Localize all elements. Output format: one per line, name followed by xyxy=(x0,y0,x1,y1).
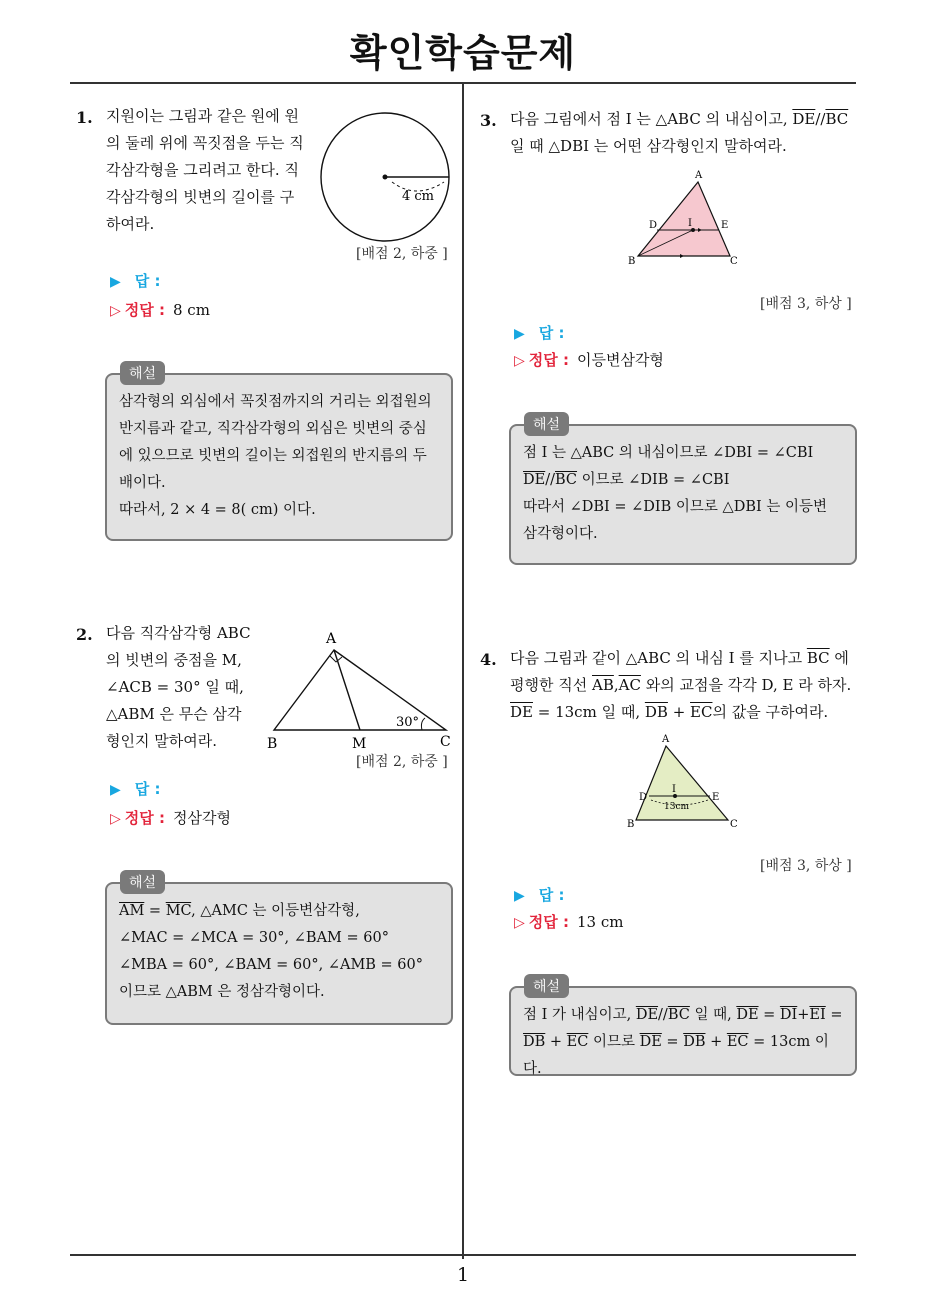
answer-row xyxy=(514,322,565,343)
question-line: 지원이는 그림과 같은 원에 원 xyxy=(106,107,299,125)
score-label: [배점 2, 하중 ] xyxy=(356,246,448,262)
question-line: $\overline{DE} = 13cm$ 일 때, $\overline{DB} + \overline{EC}$의 값을 구하여라. xyxy=(510,703,829,721)
correct-answer-row xyxy=(514,911,623,932)
vertex-e-label: E xyxy=(712,792,720,803)
vertex-d-label: D xyxy=(649,220,658,231)
score-label: [배점 2, 하중 ] xyxy=(356,754,448,770)
explanation-line: 반지름과 같고, 직각삼각형의 외심은 빗변의 중심 xyxy=(119,421,427,437)
triangle-figure-incenter xyxy=(622,168,742,268)
play-icon: ▶ xyxy=(514,888,525,904)
explanation-box xyxy=(105,882,453,1025)
question-line: 다음 그림과 같이 △ABC 의 내심 I 를 지나고 $\overline{BC}$ 에 xyxy=(510,649,849,667)
question-line: 의 둘레 위에 꼭짓점을 두는 직 xyxy=(106,134,304,152)
question-text xyxy=(510,645,870,726)
triangle-outline-icon: ▷ xyxy=(110,303,121,319)
explanation-line: $\overline{DE}//\overline{BC}$ 이므로 ∠DIB = ∠CBI xyxy=(523,472,730,488)
angle-label: 30° xyxy=(396,715,420,730)
question-line: 의 빗변의 중점을 M, xyxy=(106,651,242,669)
correct-label: 정답 : xyxy=(124,809,165,827)
answer-label: 답 : xyxy=(538,886,565,904)
correct-label: 정답 : xyxy=(528,913,569,931)
correct-answer-value: 이등변삼각형 xyxy=(576,351,664,369)
play-icon: ▶ xyxy=(110,782,121,798)
page-number: 1 xyxy=(456,1264,470,1286)
triangle-outline-icon: ▷ xyxy=(514,915,525,931)
score-label: [배점 3, 하상 ] xyxy=(760,296,852,312)
play-icon: ▶ xyxy=(514,326,525,342)
vertex-e-label: E xyxy=(721,220,729,231)
explanation-box xyxy=(509,424,857,565)
answer-row xyxy=(110,778,161,799)
question-line: △ABM 은 무슨 삼각 xyxy=(106,705,242,723)
question-line: 평행한 직선 $\overline{AB},\overline{AC}$ 와의 교점을 각각 D, E 라 하자. xyxy=(510,676,852,694)
correct-answer-row xyxy=(514,349,664,370)
triangle-outline-icon: ▷ xyxy=(110,811,121,827)
explanation-line: ∠MAC = ∠MCA = 30°, ∠BAM = 60° xyxy=(119,930,389,946)
explanation-tag: 해설 xyxy=(120,870,165,894)
vertex-d-label: D xyxy=(639,792,648,803)
vertex-c-label: C xyxy=(730,819,738,830)
explanation-tag: 해설 xyxy=(524,412,569,436)
correct-answer-row xyxy=(110,807,231,828)
correct-label: 정답 : xyxy=(124,301,165,319)
explanation-line: $\overline{DB} + \overline{EC}$ 이므로 $\overline{DE} = \overline{DB} + \overline{EC} = 13cm$ 이다. xyxy=(523,1034,829,1077)
vertex-a-label: A xyxy=(326,631,337,647)
answer-label: 답 : xyxy=(134,780,161,798)
explanation-tag: 해설 xyxy=(524,974,569,998)
correct-answer-value: 13 cm xyxy=(576,913,624,931)
question-number: 4. xyxy=(480,650,497,669)
explanation-line: 따라서, 2 × 4 = 8( cm) 이다. xyxy=(119,502,316,518)
incenter-label: I xyxy=(672,784,676,795)
play-icon: ▶ xyxy=(110,274,121,290)
vertex-b-label: B xyxy=(267,736,278,752)
vertex-c-label: C xyxy=(440,734,451,750)
explanation-line: ∠MBA = 60°, ∠BAM = 60°, ∠AMB = 60° xyxy=(119,957,424,973)
explanation-line: 배이다. xyxy=(119,475,166,491)
question-line: 형인지 말하여라. xyxy=(106,732,217,750)
answer-label: 답 : xyxy=(538,324,565,342)
question-number: 1. xyxy=(76,108,93,127)
explanation-line: $\overline{AM} = \overline{MC}$, △AMC 는 이등변삼각형, xyxy=(119,903,360,919)
length-label: 13cm xyxy=(664,802,690,812)
question-text xyxy=(106,620,256,755)
question-line: 하여라. xyxy=(106,215,155,233)
angle-arc xyxy=(421,718,425,730)
correct-answer-value: 정삼각형 xyxy=(172,809,231,827)
vertex-m-label: M xyxy=(352,736,367,752)
incenter-label: I xyxy=(688,218,692,229)
question-text xyxy=(106,103,306,238)
question-number: 2. xyxy=(76,625,93,644)
circle-figure xyxy=(316,108,456,248)
explanation-box xyxy=(105,373,453,541)
right-triangle-figure xyxy=(262,628,458,753)
question-line: 각삼각형의 빗변의 길이를 구 xyxy=(106,188,295,206)
answer-label: 답 : xyxy=(134,272,161,290)
bottom-rule xyxy=(70,1254,856,1256)
explanation-line: 삼각형의 외심에서 꼭짓점까지의 거리는 외접원의 xyxy=(119,394,432,410)
explanation-line: 점 I 가 내심이고, $\overline{DE}//\overline{BC}$ 일 때, $\overline{DE} = \overline{DI}+\overline{EI}$ = xyxy=(523,1007,843,1023)
page-title: 확인학습문제 xyxy=(349,31,577,75)
vertex-b-label: B xyxy=(628,256,636,267)
explanation-line: 이므로 △ABM 은 정삼각형이다. xyxy=(119,984,325,1000)
triangle-outline-icon: ▷ xyxy=(514,353,525,369)
question-number: 3. xyxy=(480,111,497,130)
score-label: [배점 3, 하상 ] xyxy=(760,858,852,874)
triangle-abc xyxy=(274,650,446,730)
explanation-line: 삼각형이다. xyxy=(523,526,598,542)
question-line: 일 때 △DBI 는 어떤 삼각형인지 말하여라. xyxy=(510,137,787,155)
triangle-abc xyxy=(638,182,730,256)
triangle-figure-incenter xyxy=(622,730,746,830)
correct-label: 정답 : xyxy=(528,351,569,369)
vertex-a-label: A xyxy=(695,170,703,181)
vertex-c-label: C xyxy=(730,256,738,267)
radius-label: 4 cm xyxy=(402,189,435,204)
question-line: 다음 그림에서 점 I 는 △ABC 의 내심이고, $\overline{DE}//\overline{BC}$ xyxy=(510,110,849,128)
column-divider xyxy=(462,84,464,1259)
answer-row xyxy=(110,270,161,291)
explanation-line: 에 있으므로 빗변의 길이는 외접원의 반지름의 두 xyxy=(119,448,427,464)
median-am xyxy=(334,650,360,730)
explanation-tag: 해설 xyxy=(120,361,165,385)
explanation-line: 점 I 는 △ABC 의 내심이므로 ∠DBI = ∠CBI xyxy=(523,445,814,461)
correct-answer-value: 8 cm xyxy=(172,301,210,319)
question-line: 다음 직각삼각형 ABC xyxy=(106,624,251,642)
correct-answer-row xyxy=(110,299,210,320)
question-line: ∠ACB = 30° 일 때, xyxy=(106,678,244,696)
answer-row xyxy=(514,884,565,905)
vertex-a-label: A xyxy=(662,734,670,745)
question-text xyxy=(510,106,870,160)
vertex-b-label: B xyxy=(627,819,635,830)
explanation-box xyxy=(509,986,857,1076)
explanation-line: 따라서 ∠DBI = ∠DIB 이므로 △DBI 는 이등변 xyxy=(523,499,827,515)
question-line: 각삼각형을 그리려고 한다. 직 xyxy=(106,161,299,179)
